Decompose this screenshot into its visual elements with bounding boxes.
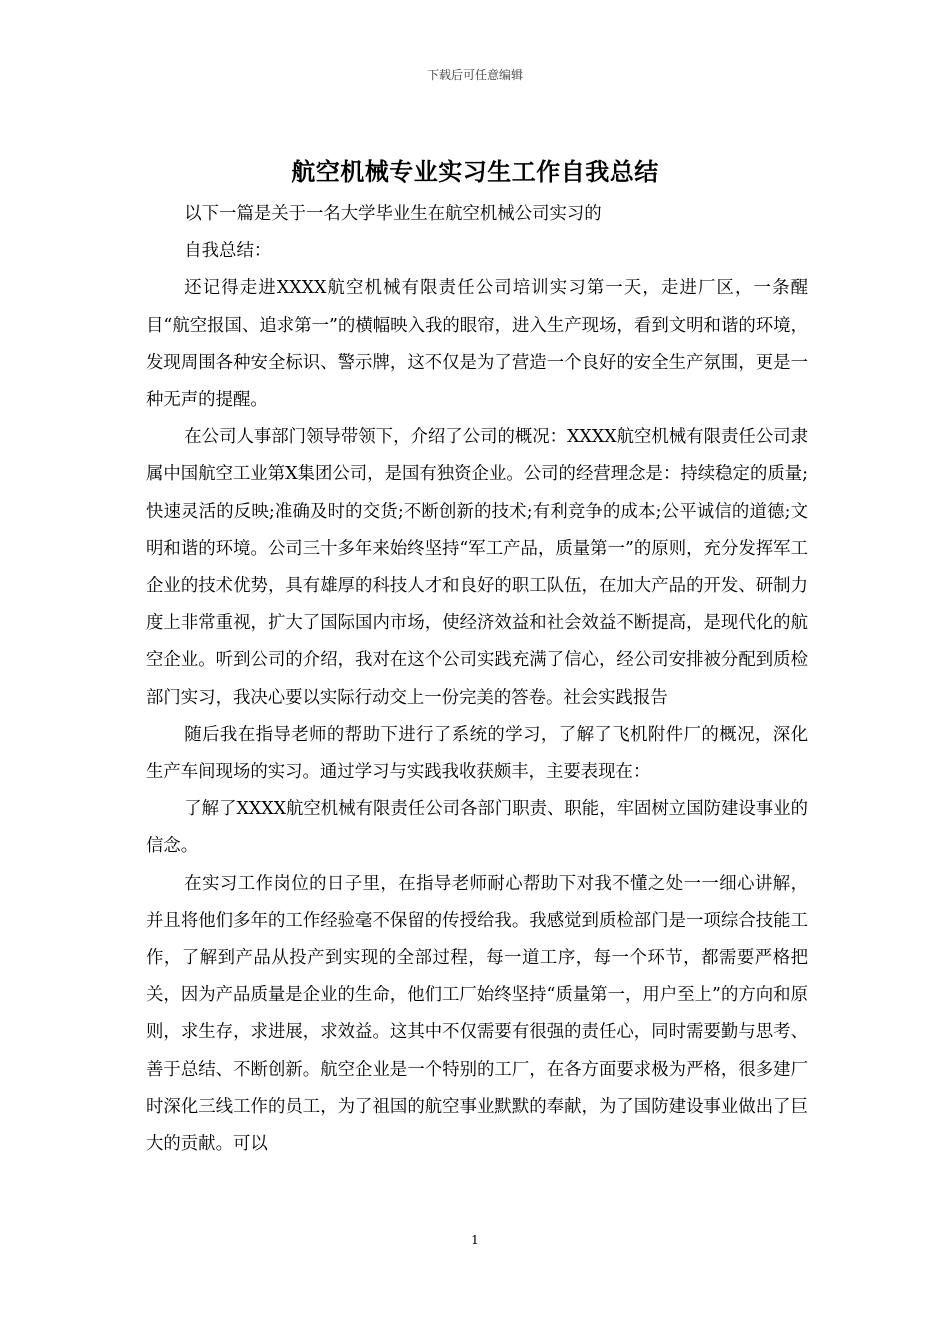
page-number: 1 bbox=[471, 1233, 479, 1247]
paragraph: 了解了XXXX航空机械有限责任公司各部门职责、职能，牢固树立国防建设事业的信念。 bbox=[146, 799, 808, 857]
paragraph: 还记得走进XXXX航空机械有限责任公司培训实习第一天，走进厂区，一条醒目“航空报国、追求第一”的横幅映入我的眼帘，进入生产现场，看到文明和谐的环境，发现周围各种安全标识、警示牌，这不仅是为了营造一个良好的安全生产氛围，更是一种无声的提醒。 bbox=[146, 278, 808, 411]
header-note: 下载后可任意编辑 bbox=[426, 68, 523, 82]
document-title: 航空机械专业实习生工作自我总结 bbox=[291, 157, 659, 186]
paragraph: 在实习工作岗位的日子里，在指导老师耐心帮助下对我不懂之处一一细心讲解，并且将他们多年的工作经验毫不保留的传授给我。我感觉到质检部门是一项综合技能工作，了解到产品从投产到实现的全部过程，每一道工序，每一个环节，都需要严格把关，因为产品质量是企业的生命，他们工厂始终坚持“质量第一，用户至上”的方向和原则，求生存，求进展，求效益。这其中不仅需要有很强的责任心，同时需要勤与思考、善于总结、不断创新。航空企业是一个特别的工厂，在各方面要求极为严格，很多建厂时深化三线工作的员工，为了祖国的航空事业默默的奉献，为了国防建设事业做出了巨大的贡献。可以 bbox=[146, 873, 808, 1155]
paragraph: 随后我在指导老师的帮助下进行了系统的学习，了解了飞机附件厂的概况，深化生产车间现场的实习。通过学习与实践我收获颇丰，主要表现在： bbox=[146, 724, 808, 783]
paragraph: 自我总结： bbox=[184, 241, 272, 262]
document-body bbox=[146, 196, 808, 1163]
paragraph: 以下一篇是关于一名大学毕业生在航空机械公司实习的 bbox=[184, 204, 602, 224]
paragraph: 在公司人事部门领导带领下，介绍了公司的概况：XXXX航空机械有限责任公司隶属中国航空工业第X集团公司，是国有独资企业。公司的经营理念是：持续稳定的质量;快速灵活的反映;准确及时的交货;不断创新的技术;有利竞争的成本;公平诚信的道德;文明和谐的环境。公司三十多年来始终坚持“军工产品，质量第一”的原则，充分发挥军工企业的技术优势，具有雄厚的科技人才和良好的职工队伍，在加大产品的开发、研制力度上非常重视，扩大了国际国内市场，使经济效益和社会效益不断提高，是现代化的航空企业。听到公司的介绍，我对在这个公司实践充满了信心，经公司安排被分配到质检部门实习，我决心要以实际行动交上一份完美的答卷。社会实践报告 bbox=[146, 427, 808, 708]
